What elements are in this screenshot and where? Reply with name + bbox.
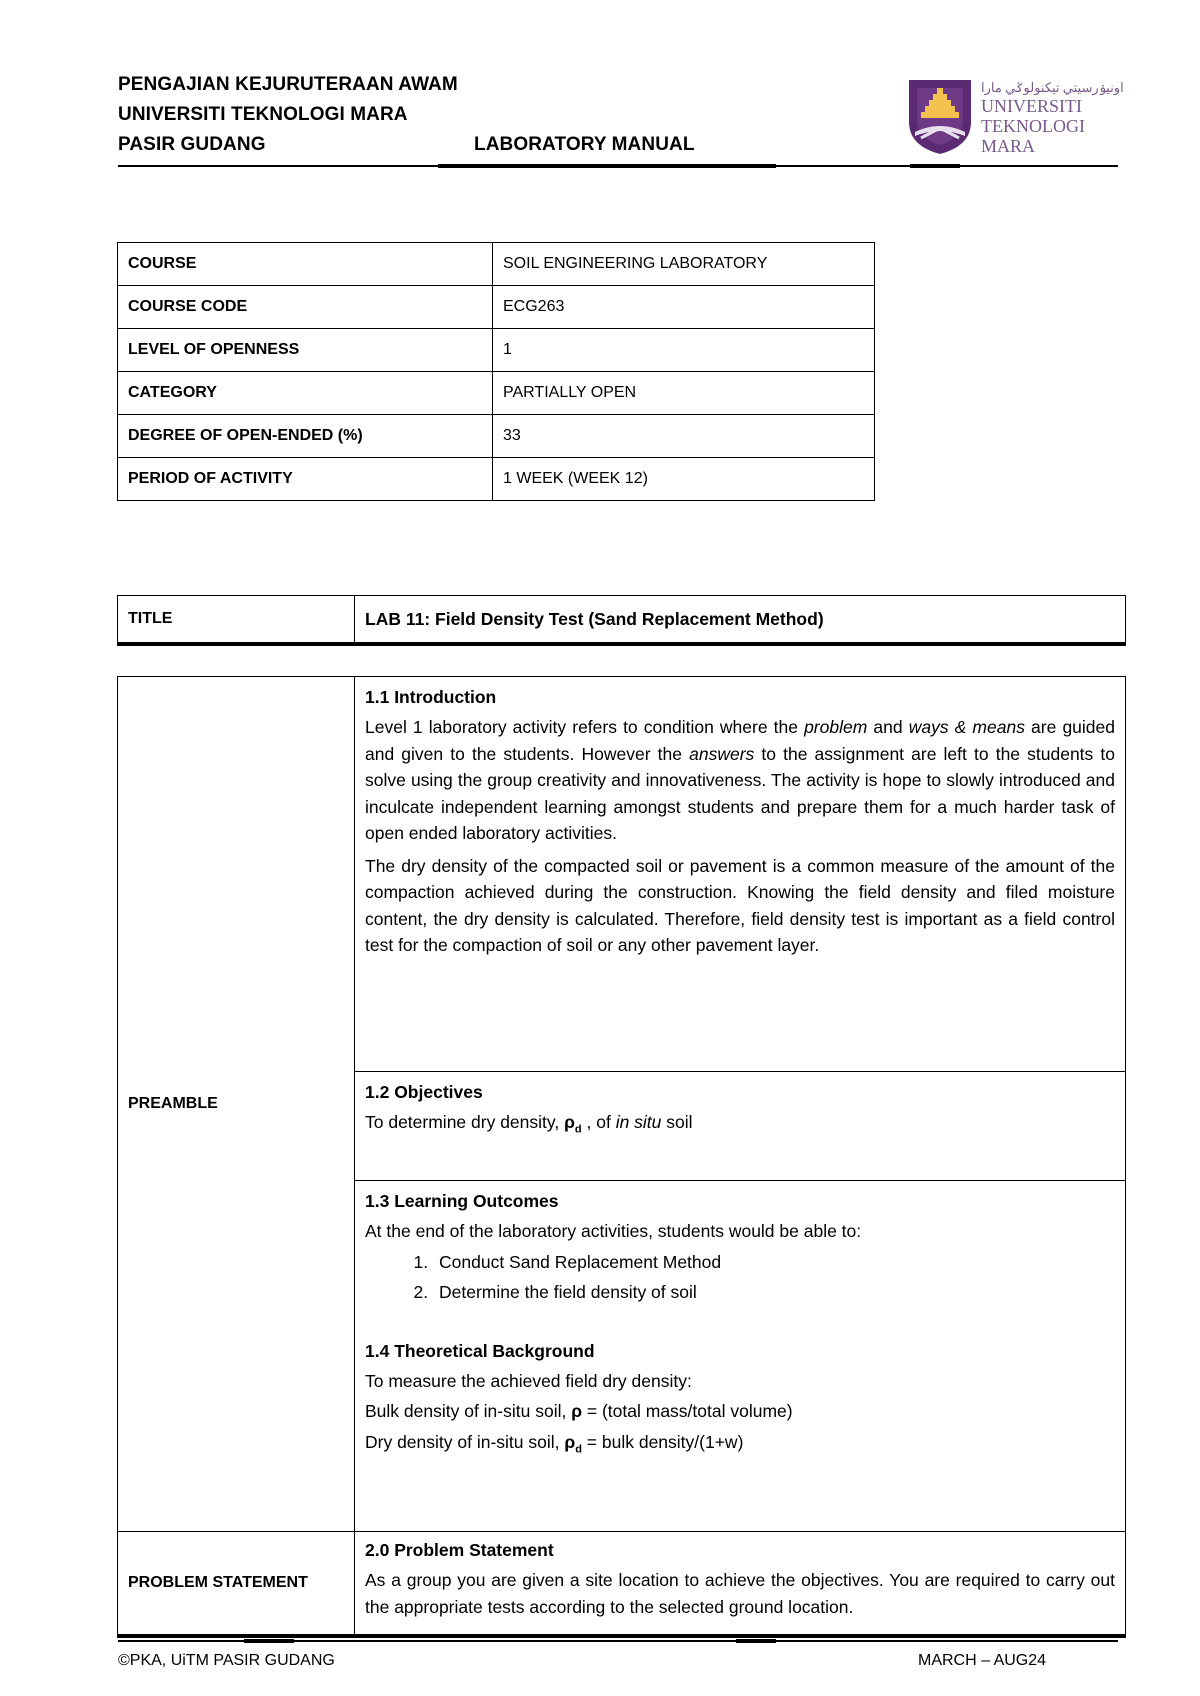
footer-copyright: ©PKA, UiTM PASIR GUDANG xyxy=(118,1652,335,1669)
info-value: 1 WEEK (WEEK 12) xyxy=(493,458,875,501)
info-label: LEVEL OF OPENNESS xyxy=(118,329,493,372)
objectives-text-part: To determine dry density, xyxy=(365,1112,565,1132)
header-line-3-left: PASIR GUDANG xyxy=(118,134,266,155)
logo-word-2: TEKNOLOGI xyxy=(981,116,1085,136)
preamble-label: PREAMBLE xyxy=(118,677,355,1532)
rho-symbol: ρ xyxy=(564,1112,575,1132)
intro-em-problem: problem xyxy=(804,717,868,737)
info-label: COURSE xyxy=(118,243,493,286)
theory-line-3 xyxy=(365,1429,1115,1463)
table-row xyxy=(118,415,875,458)
intro-text: and xyxy=(867,717,909,737)
title-table xyxy=(117,595,1126,646)
theory-text-part: = bulk density/(1+w) xyxy=(581,1431,744,1452)
learning-outcomes-heading: 1.3 Learning Outcomes xyxy=(365,1191,559,1211)
header-line-1: PENGAJIAN KEJURUTERAAN AWAM xyxy=(118,74,458,95)
header-rule-thick-2 xyxy=(910,164,960,168)
introduction-cell xyxy=(355,677,1126,1072)
table-row xyxy=(118,372,875,415)
objectives-em-insitu: in situ xyxy=(615,1112,662,1132)
objectives-heading: 1.2 Objectives xyxy=(365,1082,483,1102)
objectives-text-part: , of xyxy=(581,1112,616,1132)
list-item: 1. Conduct Sand Replacement Method xyxy=(433,1247,1115,1277)
problem-statement-heading: 2.0 Problem Statement xyxy=(365,1540,554,1560)
theory-text-part: Bulk density of in-situ soil, xyxy=(365,1401,572,1421)
preamble-table xyxy=(117,676,1126,1638)
objectives-cell xyxy=(355,1072,1126,1181)
footer-date: MARCH – AUG24 xyxy=(918,1652,1047,1669)
footer-rule-thick-2 xyxy=(736,1639,776,1643)
rho-symbol: ρ xyxy=(571,1401,583,1421)
list-item: 2. Determine the field density of soil xyxy=(433,1277,1115,1307)
footer-rule-thick xyxy=(244,1639,294,1643)
uitm-logo xyxy=(905,76,1135,156)
theory-text-part: = (total mass/total volume) xyxy=(582,1401,793,1421)
subscript-d: d xyxy=(575,1443,582,1455)
theory-heading: 1.4 Theoretical Background xyxy=(365,1340,595,1361)
lab-title: LAB 11: Field Density Test (Sand Replacement Method) xyxy=(355,596,1126,645)
info-label: COURSE CODE xyxy=(118,286,493,329)
intro-em-answers: answers xyxy=(689,743,755,764)
uitm-crest-icon xyxy=(905,76,975,156)
info-value: SOIL ENGINEERING LABORATORY xyxy=(493,243,875,286)
learning-outcomes-list xyxy=(365,1247,1115,1307)
theory-line-2 xyxy=(365,1398,1115,1425)
introduction-heading: 1.1 Introduction xyxy=(365,687,497,707)
header-line-2: UNIVERSITI TEKNOLOGI MARA xyxy=(118,104,408,125)
header-line-3-right: LABORATORY MANUAL xyxy=(474,134,695,155)
problem-statement-label: PROBLEM STATEMENT xyxy=(118,1532,355,1637)
objectives-text-part: soil xyxy=(661,1112,693,1132)
table-row xyxy=(118,243,875,286)
learning-outcomes-intro: At the end of the laboratory activities, students would be able to: xyxy=(365,1221,862,1241)
table-row xyxy=(118,596,1126,645)
table-row xyxy=(118,1532,1126,1637)
intro-text: to the assignment are left to the students to solve using the group creativity and innovativeness. The activity is hope to slowly introduced and inculcate independent learning amongst students and prepare them for a much harder task of open ended laboratory activities. xyxy=(365,743,1116,843)
info-label: PERIOD OF ACTIVITY xyxy=(118,458,493,501)
logo-word-1: UNIVERSITI xyxy=(981,96,1082,116)
objectives-text xyxy=(365,1109,1115,1143)
info-label: DEGREE OF OPEN-ENDED (%) xyxy=(118,415,493,458)
theory-text-part: Dry density of in-situ soil, xyxy=(365,1431,565,1452)
subscript-d: d xyxy=(574,1123,582,1136)
info-label: CATEGORY xyxy=(118,372,493,415)
info-value: PARTIALLY OPEN xyxy=(493,372,875,415)
problem-statement-cell xyxy=(355,1532,1126,1637)
table-row xyxy=(118,286,875,329)
info-value: 33 xyxy=(493,415,875,458)
info-value: ECG263 xyxy=(493,286,875,329)
theory-line-1: To measure the achieved field dry density: xyxy=(365,1370,692,1391)
header-rule-thick xyxy=(438,164,776,168)
outcomes-theory-cell xyxy=(355,1181,1126,1532)
intro-text: Level 1 laboratory activity refers to condition where the xyxy=(365,717,805,737)
table-row xyxy=(118,677,1126,1072)
rho-symbol: ρ xyxy=(564,1431,576,1452)
course-info-table xyxy=(117,242,875,501)
logo-word-3: MARA xyxy=(981,136,1036,156)
problem-statement-text: As a group you are given a site location to achieve the objectives. You are required to carry out the appropriate tests according to the selected ground location. xyxy=(365,1570,1115,1617)
introduction-paragraph-1 xyxy=(365,714,1115,847)
table-row xyxy=(118,329,875,372)
table-row xyxy=(118,458,875,501)
info-value: 1 xyxy=(493,329,875,372)
logo-jawi-text: اونيۏرسيتي تيكنولوݢي مارا xyxy=(981,80,1124,95)
introduction-paragraph-2: The dry density of the compacted soil or pavement is a common measure of the amount of the compaction achieved during the construction. Knowing the field density and filed moisture content, the dry density is calculated. Therefore, field density test is important as a field control test for the compaction of soil or any other pavement layer. xyxy=(365,855,1115,955)
intro-text: are guided and given to the students. However the xyxy=(365,717,1115,764)
intro-em-ways: ways & means xyxy=(908,717,1025,737)
title-label: TITLE xyxy=(118,596,355,645)
